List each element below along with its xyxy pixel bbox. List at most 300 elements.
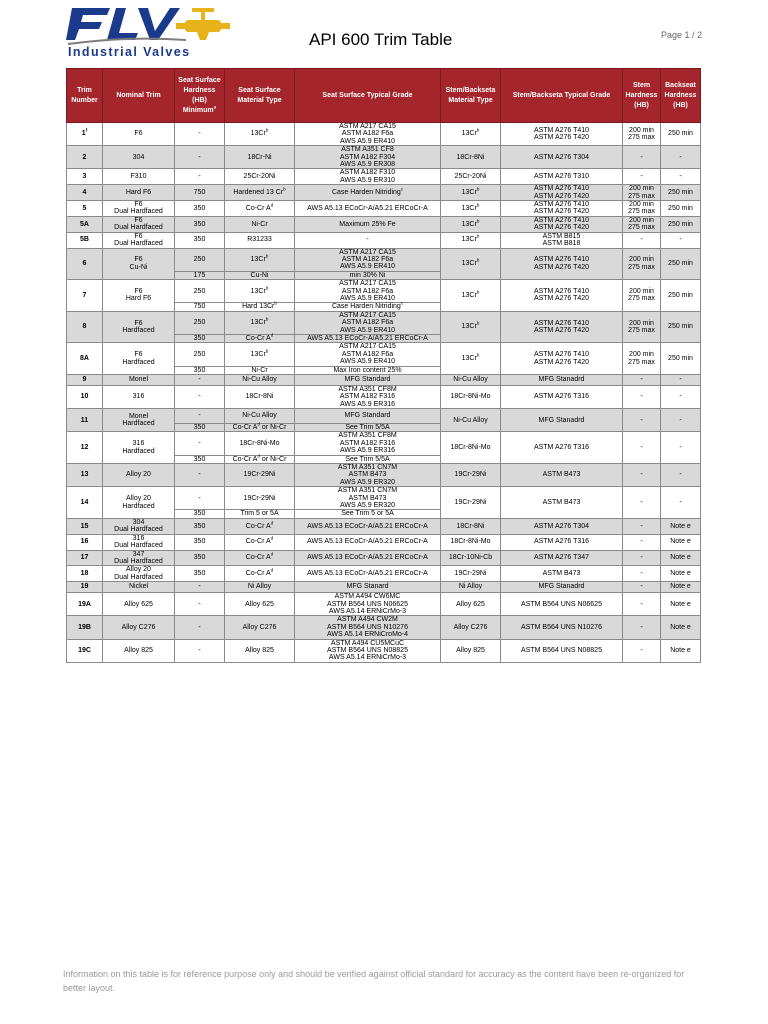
cell-text: F6 [134, 130, 143, 138]
cell-text: ASTM A217 CA15 [339, 248, 396, 256]
cell-text: - [679, 393, 682, 401]
seat-grade-cell [295, 593, 441, 616]
cell-text: Hardfaced [122, 420, 155, 428]
cell-text: Cu-Ni [250, 271, 269, 279]
cell-text: 250 [193, 255, 206, 263]
cell-text: - [198, 376, 201, 384]
header-trim-number: Trim Number [67, 69, 103, 123]
stem-grade-cell [501, 386, 623, 409]
trim-number-cell [67, 593, 103, 616]
cell-text: 200 min [629, 319, 654, 327]
cell-text: - [198, 393, 201, 401]
seat-material-cell [225, 550, 295, 566]
footnote-marker: b [476, 234, 480, 240]
cell-text: Cu-Ni [129, 263, 148, 271]
cell-text: Note e [670, 646, 691, 654]
table-row [67, 185, 701, 201]
nominal-trim-cell [103, 146, 175, 169]
cell-text: MFG Stanadrd [538, 416, 585, 424]
seat-material-cell [225, 534, 295, 550]
cell-text: Alloy 625 [245, 600, 274, 608]
stem-grade-cell [501, 432, 623, 464]
cell-text: 13Cr [461, 130, 477, 138]
cell-text: ASTM B815 [542, 232, 581, 240]
stem-material-cell [441, 582, 501, 593]
cell-text: 5 [82, 204, 87, 212]
footnote-marker: b [476, 257, 480, 263]
cell-text: ASTM B473 [348, 471, 387, 479]
cell-text: ASTM B473 [542, 471, 581, 479]
cell-text: 18Cr-8Ni-Mo [450, 393, 491, 401]
nominal-trim-cell [103, 311, 175, 343]
stem-material-cell [441, 375, 501, 386]
header-seat-hardness: Seat Surface Hardness (HB) Minimum$^a$ [175, 69, 225, 123]
seat-material-cell [225, 593, 295, 616]
cell-text: 9 [82, 376, 87, 384]
seat-hardness-cell [175, 185, 225, 201]
cell-text: 18Cr-8Ni [456, 153, 485, 161]
cell-text: AWS A5.13 ECoCr-A/A5.21 ERCoCr-A [307, 522, 428, 530]
stem-grade-cell [501, 201, 623, 217]
stem-material-cell [441, 593, 501, 616]
seat-grade-cell [295, 375, 441, 386]
cell-text: ASTM A276 T316 [533, 444, 590, 452]
cell-text: Dual Hardfaced [114, 240, 163, 248]
cell-text: 275 max [628, 224, 655, 232]
stem-material-cell [441, 464, 501, 487]
stem-hardness-cell [623, 487, 661, 519]
seat-material-cell [225, 639, 295, 662]
stem-grade-cell [501, 311, 623, 343]
cell-text: 275 max [628, 263, 655, 271]
trim-number-cell [67, 534, 103, 550]
table-row [67, 201, 701, 217]
cell-text: Co-Cr A [245, 554, 271, 562]
seat-grade-cell [295, 616, 441, 639]
backseat-hardness-cell [661, 593, 701, 616]
trim-number-cell [67, 185, 103, 201]
nominal-trim-cell [103, 185, 175, 201]
cell-text: 13Cr [250, 255, 266, 263]
backseat-hardness-cell [661, 534, 701, 550]
cell-text: See Trim 5/5A [345, 424, 390, 432]
cell-text: - [198, 173, 201, 181]
seat-hardness-cell [175, 432, 225, 455]
nominal-trim-cell [103, 232, 175, 248]
seat-material-cell [225, 343, 295, 366]
seat-hardness-cell [175, 375, 225, 386]
cell-text: F6 [134, 201, 143, 209]
cell-text: 250 min [668, 188, 693, 196]
cell-text: MFG Standard [344, 412, 391, 420]
footnote-marker: b [265, 316, 269, 322]
cell-text: 250 min [668, 354, 693, 362]
cell-text: 4 [82, 188, 87, 196]
cell-text: Co-Cr A [245, 204, 271, 212]
cell-text: - [640, 600, 643, 608]
seat-hardness-cell [175, 232, 225, 248]
seat-material-cell [225, 366, 295, 374]
cell-text: Note e [670, 554, 691, 562]
stem-hardness-cell [623, 409, 661, 432]
cell-text: or Ni-Cr [259, 424, 287, 432]
stem-grade-cell [501, 518, 623, 534]
cell-text: Co-Cr A [232, 455, 258, 463]
cell-text: 275 max [628, 295, 655, 303]
cell-text: Dual Hardfaced [114, 542, 163, 550]
cell-text: AWS A5.9 ER410 [340, 326, 395, 334]
trim-number-cell [67, 386, 103, 409]
cell-text: ASTM A276 T420 [533, 208, 590, 216]
cell-text: AWS A5.13 ECoCr-A/A5.21 ERCoCr-A [307, 334, 428, 342]
nominal-trim-cell [103, 123, 175, 146]
seat-hardness-cell [175, 343, 225, 366]
cell-text: ASTM A276 T347 [533, 554, 590, 562]
cell-text: Alloy 825 [245, 646, 274, 654]
cell-text: Dual Hardfaced [114, 224, 163, 232]
cell-text: Note e [670, 538, 691, 546]
cell-text: 14 [80, 498, 89, 506]
footnote-marker: b [283, 186, 286, 192]
cell-text: ASTM A276 T316 [533, 538, 590, 546]
cell-text: - [640, 498, 643, 506]
cell-text: 200 min [629, 126, 654, 134]
cell-text: - [198, 583, 201, 591]
backseat-hardness-cell [661, 280, 701, 312]
cell-text: - [198, 153, 201, 161]
cell-text: Note e [670, 570, 691, 578]
cell-text: - [679, 236, 682, 244]
cell-text: 18Cr-8Ni [456, 522, 485, 530]
nominal-trim-cell [103, 582, 175, 593]
cell-text: ASTM B564 UNS N08825 [327, 646, 408, 654]
cell-text: AWS A5.14 ERNiCrMo-3 [328, 607, 407, 615]
cell-text: 200 min [629, 288, 654, 296]
nominal-trim-cell [103, 343, 175, 375]
backseat-hardness-cell [661, 146, 701, 169]
seat-material-cell [225, 280, 295, 303]
cell-text: Alloy 625 [456, 600, 485, 608]
nominal-trim-cell [103, 534, 175, 550]
cell-text: ASTM A276 T420 [533, 192, 590, 200]
cell-text: Ni-Cu Alloy [242, 412, 277, 420]
cell-text: ASTM A276 T420 [533, 327, 590, 335]
cell-text: Note e [670, 623, 691, 631]
seat-material-cell [225, 582, 295, 593]
cell-text: 200 min [629, 351, 654, 359]
trim-number-cell [67, 582, 103, 593]
cell-text: ASTM A276 T410 [533, 216, 590, 224]
seat-grade-cell [295, 518, 441, 534]
cell-text: ASTM A276 T420 [533, 263, 590, 271]
valve-icon [176, 8, 230, 40]
nominal-trim-cell [103, 518, 175, 534]
table-row [67, 375, 701, 386]
stem-grade-cell [501, 185, 623, 201]
footnote-marker: b [476, 218, 480, 224]
cell-text: 5B [80, 236, 89, 244]
cell-text: ASTM B818 [542, 240, 581, 248]
cell-text: AWS A5.9 ER308 [340, 161, 395, 169]
stem-hardness-cell [623, 616, 661, 639]
trim-number-cell [67, 232, 103, 248]
seat-grade-cell [295, 216, 441, 232]
cell-text: ASTM A182 F316 [339, 393, 396, 401]
footnote-marker: d [270, 551, 274, 557]
seat-grade-cell [295, 386, 441, 409]
cell-text: 7 [82, 291, 87, 299]
nominal-trim-cell [103, 550, 175, 566]
cell-text: ASTM A182 F6a [341, 319, 394, 327]
backseat-hardness-cell [661, 616, 701, 639]
stem-material-cell [441, 248, 501, 280]
seat-hardness-cell [175, 248, 225, 271]
cell-text: 8A [80, 354, 89, 362]
cell-text: Dual Hardfaced [114, 557, 163, 565]
cell-text: See Trim 5/5A [345, 455, 390, 463]
cell-text: ASTM B564 UNS N06625 [521, 600, 602, 608]
nominal-trim-cell [103, 375, 175, 386]
backseat-hardness-cell [661, 386, 701, 409]
cell-text: ASTM A217 CA15 [339, 311, 396, 319]
seat-hardness-cell [175, 550, 225, 566]
cell-text: - [640, 538, 643, 546]
stem-hardness-cell [623, 375, 661, 386]
stem-hardness-cell [623, 232, 661, 248]
footnote-marker: d [270, 202, 274, 208]
cell-text: 2 [82, 153, 87, 161]
seat-hardness-cell [175, 169, 225, 185]
stem-hardness-cell [623, 185, 661, 201]
backseat-hardness-cell [661, 185, 701, 201]
cell-text: Alloy 20 [126, 495, 151, 503]
seat-material-cell [225, 455, 295, 463]
table-row [67, 487, 701, 510]
cell-text: 250 [193, 350, 206, 358]
cell-text: Ni Alloy [458, 583, 483, 591]
cell-text: Trim 5 or 5A [240, 510, 279, 518]
seat-hardness-cell [175, 123, 225, 146]
seat-grade-cell [295, 550, 441, 566]
cell-text: - [640, 646, 643, 654]
seat-material-cell [225, 232, 295, 248]
seat-grade-cell [295, 271, 441, 279]
backseat-hardness-cell [661, 639, 701, 662]
footnote-marker: b [265, 285, 269, 291]
cell-text: 347 [132, 550, 145, 558]
backseat-hardness-cell [661, 582, 701, 593]
seat-grade-cell [295, 534, 441, 550]
cell-text: AWS A5.13 ECoCr-A/A5.21 ERCoCr-A [307, 554, 428, 562]
nominal-trim-cell [103, 201, 175, 217]
cell-text: 200 min [629, 216, 654, 224]
cell-text: 250 min [668, 204, 693, 212]
cell-text: 16 [80, 538, 89, 546]
cell-text: AWS A5.9 ER316 [340, 447, 395, 455]
stem-hardness-cell [623, 593, 661, 616]
cell-text: ASTM A276 T410 [533, 351, 590, 359]
cell-text: 250 min [668, 291, 693, 299]
cell-text: 350 [193, 510, 206, 518]
cell-text: ASTM A182 F6a [341, 350, 394, 358]
seat-hardness-cell [175, 311, 225, 334]
cell-text: - [640, 623, 643, 631]
cell-text: - [640, 236, 643, 244]
cell-text: AWS A5.13 ECoCr-A/A5.21 ERCoCr-A [307, 538, 428, 546]
backseat-hardness-cell [661, 311, 701, 343]
cell-text: ASTM B473 [348, 494, 387, 502]
stem-hardness-cell [623, 201, 661, 217]
cell-text: 250 min [668, 130, 693, 138]
cell-text: 18Cr-8Ni-Mo [450, 444, 491, 452]
seat-material-cell [225, 201, 295, 217]
table-row [67, 616, 701, 639]
cell-text: - [640, 444, 643, 452]
stem-hardness-cell [623, 386, 661, 409]
trim-number-cell [67, 248, 103, 280]
cell-text: ASTM A351 CN7M [337, 487, 398, 495]
seat-hardness-cell [175, 386, 225, 409]
cell-text: AWS A5.9 ER310 [340, 176, 395, 184]
stem-hardness-cell [623, 123, 661, 146]
seat-material-cell [225, 216, 295, 232]
cell-text: - [679, 471, 682, 479]
seat-material-cell [225, 311, 295, 334]
seat-hardness-cell [175, 409, 225, 424]
cell-text: 6 [82, 260, 87, 268]
stem-grade-cell [501, 232, 623, 248]
cell-text: - [640, 522, 643, 530]
table-row [67, 409, 701, 424]
footnote-marker: b [265, 128, 269, 134]
backseat-hardness-cell [661, 550, 701, 566]
cell-text: 275 max [628, 208, 655, 216]
cell-text: ASTM A351 CF8 [341, 146, 394, 154]
cell-text: Note e [670, 600, 691, 608]
cell-text: AWS A5.9 ER320 [340, 502, 395, 510]
stem-grade-cell [501, 464, 623, 487]
cell-text: 200 min [629, 201, 654, 209]
seat-material-cell [225, 487, 295, 510]
cell-text: ASTM A276 T410 [533, 288, 590, 296]
cell-text: ASTM A276 T316 [533, 393, 590, 401]
cell-text: Hardfaced [122, 502, 155, 510]
nominal-trim-cell [103, 464, 175, 487]
stem-hardness-cell [623, 432, 661, 464]
cell-text: - [366, 236, 369, 244]
cell-text: ASTM A351 CN7M [337, 464, 398, 472]
seat-grade-cell [295, 343, 441, 366]
seat-grade-cell [295, 424, 441, 432]
table-row [67, 146, 701, 169]
cell-text: F6 [134, 319, 143, 327]
page-number: Page 1 / 2 [661, 30, 703, 40]
footnote-marker: d [270, 332, 274, 338]
backseat-hardness-cell [661, 487, 701, 519]
cell-text: - [198, 439, 201, 447]
cell-text: 18 [80, 570, 89, 578]
cell-text: Ni-Cu Alloy [242, 376, 277, 384]
stem-grade-cell [501, 487, 623, 519]
stem-hardness-cell [623, 639, 661, 662]
table-row [67, 386, 701, 409]
cell-text: Alloy 825 [456, 646, 485, 654]
table-row [67, 248, 701, 271]
stem-hardness-cell [623, 248, 661, 280]
cell-text: 12 [80, 444, 89, 452]
stem-hardness-cell [623, 216, 661, 232]
cell-text: MFG Stanard [346, 583, 389, 591]
cell-text: 275 max [628, 134, 655, 142]
table-row [67, 343, 701, 366]
cell-text: ASTM A182 F6a [341, 255, 394, 263]
cell-text: 350 [193, 538, 206, 546]
cell-text: Hardened 13 Cr [233, 188, 284, 196]
cell-text: Maximum 25% Fe [339, 220, 396, 228]
cell-text: Max Iron content 25% [333, 366, 402, 374]
cell-text: 19C [78, 646, 91, 654]
cell-text: 350 [193, 366, 206, 374]
cell-text: Alloy 625 [124, 600, 153, 608]
seat-hardness-cell [175, 271, 225, 279]
cell-text: ASTM B564 UNS N10276 [327, 623, 408, 631]
cell-text: Hardfaced [122, 358, 155, 366]
seat-hardness-cell [175, 566, 225, 582]
seat-material-cell [225, 510, 295, 518]
cell-text: 275 max [628, 358, 655, 366]
cell-text: - [198, 130, 201, 138]
seat-hardness-cell [175, 616, 225, 639]
footnote-marker: b [476, 186, 480, 192]
cell-text: Co-Cr A [245, 334, 271, 342]
backseat-hardness-cell [661, 432, 701, 464]
cell-text: - [679, 153, 682, 161]
backseat-hardness-cell [661, 464, 701, 487]
header-stem-material: Stem/Backseta Material Type [441, 69, 501, 123]
seat-material-cell [225, 248, 295, 271]
stem-material-cell [441, 146, 501, 169]
trim-number-cell [67, 518, 103, 534]
cell-text: - [198, 623, 201, 631]
cell-text: ASTM A494 CW2M [337, 616, 398, 624]
seat-hardness-cell [175, 455, 225, 463]
cell-text: 13Cr [461, 323, 477, 331]
seat-grade-cell [295, 455, 441, 463]
stem-grade-cell [501, 146, 623, 169]
stem-material-cell [441, 169, 501, 185]
cell-text: - [198, 600, 201, 608]
table-row [67, 280, 701, 303]
table-row [67, 593, 701, 616]
cell-text: - [640, 554, 643, 562]
cell-text: 750 [193, 188, 206, 196]
cell-text: ASTM A276 T410 [533, 126, 590, 134]
seat-grade-cell [295, 510, 441, 518]
seat-material-cell [225, 375, 295, 386]
nominal-trim-cell [103, 639, 175, 662]
nominal-trim-cell [103, 487, 175, 519]
cell-text: 250 min [668, 260, 693, 268]
table-row [67, 169, 701, 185]
cell-text: - [640, 173, 643, 181]
cell-text: See Trim 5 or 5A [341, 510, 394, 518]
stem-grade-cell [501, 593, 623, 616]
cell-text: ASTM B564 UNS N10276 [521, 623, 602, 631]
cell-text: 275 max [628, 192, 655, 200]
seat-material-cell [225, 303, 295, 311]
cell-text: 275 max [628, 327, 655, 335]
cell-text: ASTM A217 CA15 [339, 280, 396, 288]
